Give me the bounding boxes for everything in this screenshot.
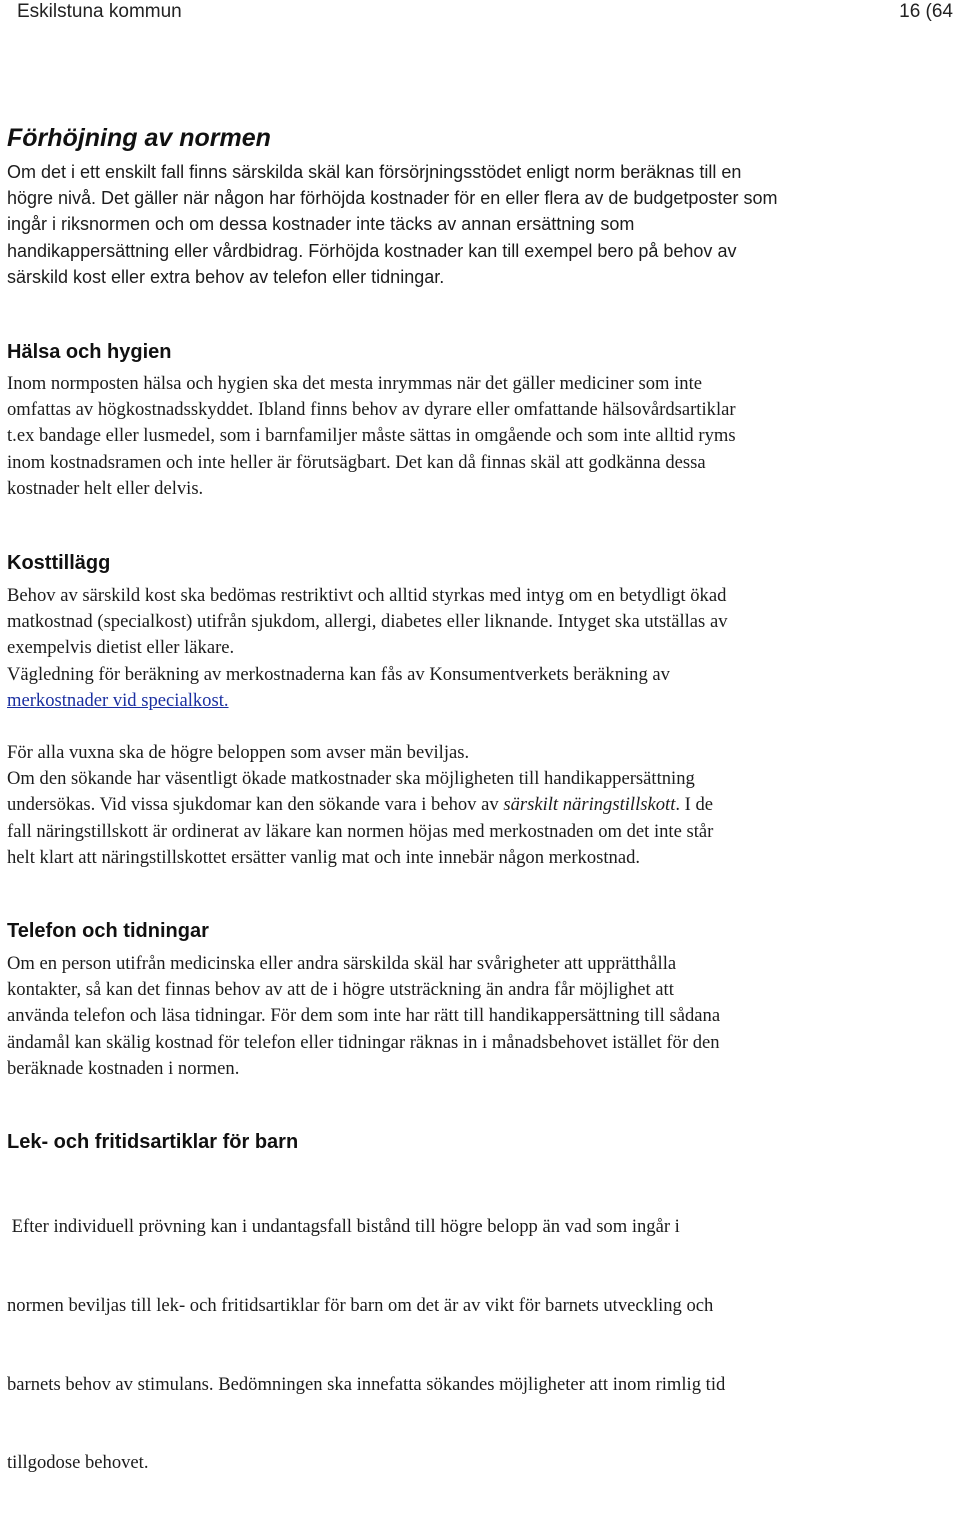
section-title-forhojning: Förhöjning av normen	[7, 124, 271, 152]
text-line: barnets behov av stimulans. Bedömningen ska innefatta sökandes möjligheter att inom rimlig tid	[7, 1373, 726, 1395]
paragraph-telefon	[7, 951, 953, 1082]
text-line: Om en person utifrån medicinska eller andra särskilda skäl har svårigheter att upprätthålla	[7, 953, 677, 974]
text-line-with-emphasis	[7, 792, 953, 818]
paragraph-halsa	[7, 371, 953, 502]
text-line: Om den sökande har väsentligt ökade matkostnader ska möjligheten till handikappersättning	[7, 768, 695, 790]
text-line: exempelvis dietist eller läkare.	[7, 637, 235, 659]
text-line: t.ex bandage eller lusmedel, som i barnfamiljer måste sättas in omgående och som inte alltid ryms	[7, 425, 736, 447]
text-line: använda telefon och läsa tidningar. För dem som inte har rätt till handikappersättning till sådana	[7, 1005, 721, 1027]
text-line: kostnader helt eller delvis.	[7, 477, 204, 499]
header-organization: Eskilstuna kommun	[17, 1, 182, 22]
section-title-telefon: Telefon och tidningar	[7, 920, 209, 942]
text-line: tillgodose behovet.	[7, 1452, 149, 1474]
emphasis-text: särskilt näringstillskott	[503, 794, 676, 816]
text-line: Behov av särskild kost ska bedömas restriktivt och alltid styrkas med intyg om en betydligt ökad	[7, 585, 727, 606]
text-line: Efter individuell prövning kan i undantagsfall bistånd till högre belopp än vad som ingår i	[7, 1216, 680, 1238]
section-title-halsa: Hälsa och hygien	[7, 341, 172, 363]
text-line: För alla vuxna ska de högre beloppen som avser män beviljas.	[7, 742, 470, 763]
section-title-lek-fritid: Lek- och fritidsartiklar för barn	[7, 1131, 299, 1153]
paragraph-kosttillagg-2	[7, 740, 953, 871]
text-line: helt klart att näringstillskottet ersätter vanlig mat och inte innebär någon merkostnad.	[7, 846, 641, 868]
text-line: ändamål kan skälig kostnad för telefon eller tidningar räknas in i månadsbehovet istället för den	[7, 1031, 720, 1053]
section-title-kosttillagg: Kosttillägg	[7, 552, 111, 574]
link-merkostnader-specialkost[interactable]: merkostnader vid specialkost.	[7, 689, 229, 711]
text-line: omfattas av högkostnadsskyddet. Ibland finns behov av dyrare eller omfattande hälsovårdsartiklar	[7, 399, 736, 421]
text-line: Vägledning för beräkning av merkostnaderna kan fås av Konsumentverkets beräkning av	[7, 663, 670, 685]
text-segment: undersökas. Vid vissa sjukdomar kan den sökande vara i behov av	[7, 794, 504, 816]
text-line: högre nivå. Det gäller när någon har förhöjda kostnader för en eller flera av de budgetposter som	[7, 188, 778, 209]
paragraph-kosttillagg	[7, 583, 953, 714]
running-header	[0, 0, 953, 24]
paragraph-forhojning	[7, 159, 953, 290]
paragraph-lek-fritid	[7, 1162, 953, 1529]
text-line: Om det i ett enskilt fall finns särskilda skäl kan försörjningsstödet enligt norm beräknas till en	[7, 162, 742, 182]
text-line: särskild kost eller extra behov av telefon eller tidningar.	[7, 266, 445, 287]
text-line: normen beviljas till lek- och fritidsartiklar för barn om det är av vikt för barnets utveckling och	[7, 1295, 714, 1317]
text-segment: . I de	[675, 794, 714, 816]
text-line: matkostnad (specialkost) utifrån sjukdom, allergi, diabetes eller liknande. Intyget ska utställas av	[7, 611, 728, 633]
text-line: beräknade kostnaden i normen.	[7, 1057, 240, 1079]
header-page-number: 16 (64	[899, 1, 953, 22]
text-line: handikappersättning eller vårdbidrag. Förhöjda kostnader kan till exempel bero på behov av	[7, 240, 737, 261]
text-line: ingår i riksnormen och om dessa kostnader inte täcks av annan ersättning som	[7, 214, 635, 235]
text-line: Inom normposten hälsa och hygien ska det mesta inrymmas när det gäller mediciner som inte	[7, 373, 703, 394]
text-line: inom kostnadsramen och inte heller är förutsägbart. Det kan då finnas skäl att godkänna dessa	[7, 451, 706, 473]
text-line: fall näringstillskott är ordinerat av läkare kan normen höjas med merkostnaden om det inte står	[7, 820, 714, 842]
text-line: kontakter, så kan det finnas behov av att de i högre utsträckning än andra får möjlighet att	[7, 979, 674, 1001]
